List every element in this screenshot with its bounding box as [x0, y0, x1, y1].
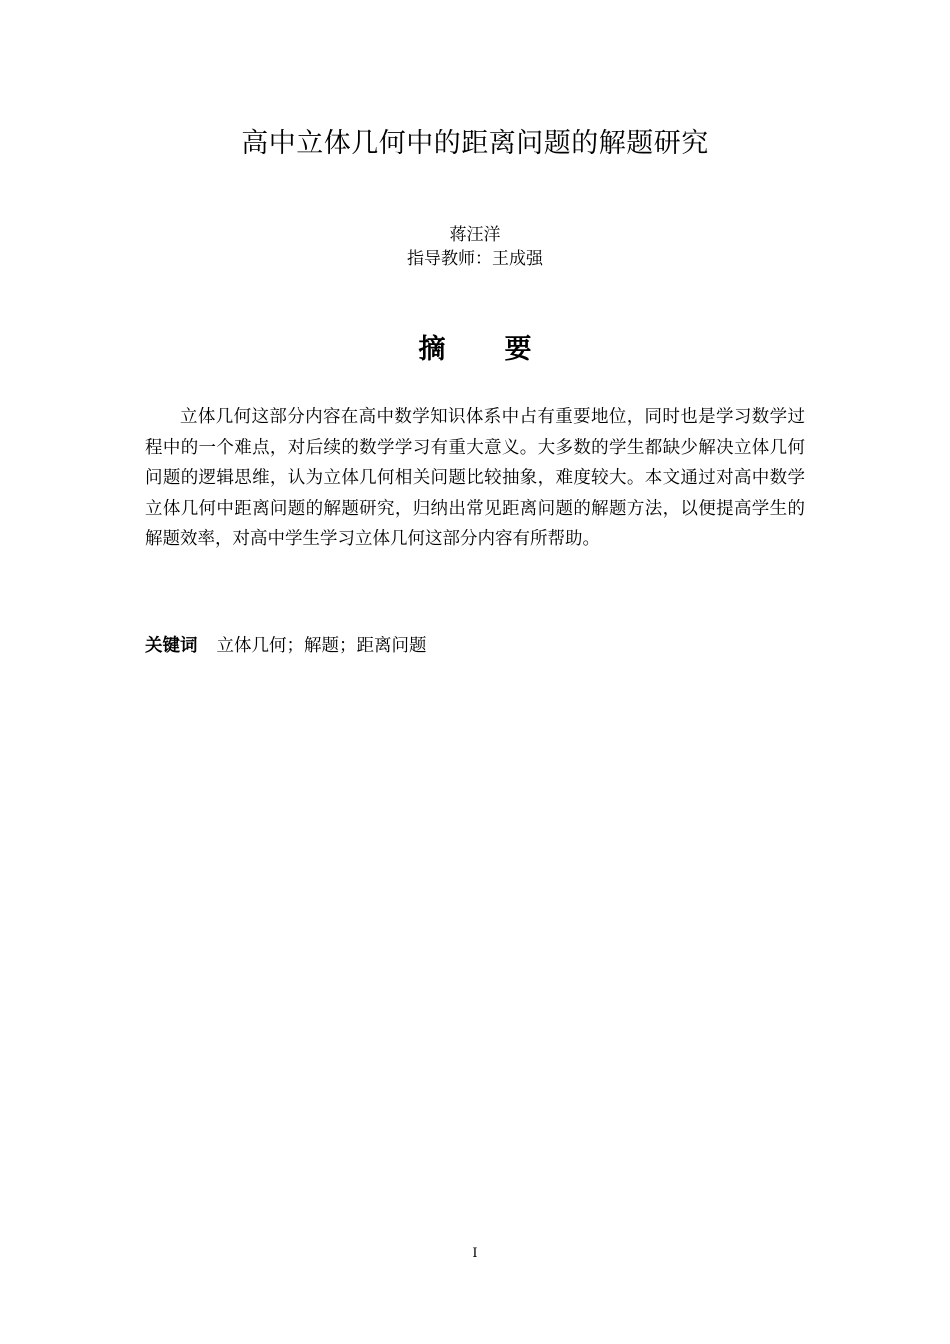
abstract-heading	[0, 330, 950, 370]
abstract-body: 立体几何这部分内容在高中数学知识体系中占有重要地位，同时也是学习数学过程中的一个难点，对后续的数学学习有重大意义。大多数的学生都缺少解决立体几何问题的逻辑思维，认为立体几何相关问题比较抽象，难度较大。本文通过对高中数学立体几何中距离问题的解题研究，归纳出常见距离问题的解题方法，以便提高学生的解题效率，对高中学生学习立体几何这部分内容有所帮助。	[145, 407, 805, 550]
abstract-heading-spacer	[447, 330, 503, 370]
keywords-value: 立体几何；解题；距离问题	[216, 636, 427, 656]
author-name: 蒋汪洋	[449, 225, 501, 245]
abstract-heading-char-1: 摘	[418, 334, 446, 365]
keywords-label: 关键词	[145, 636, 198, 656]
page-number: I	[472, 1246, 478, 1261]
abstract-heading-char-2: 要	[504, 334, 532, 365]
paper-title: 高中立体几何中的距离问题的解题研究	[241, 128, 709, 159]
advisor-line: 指导教师：王成强	[407, 249, 543, 269]
keywords-line	[145, 631, 427, 661]
